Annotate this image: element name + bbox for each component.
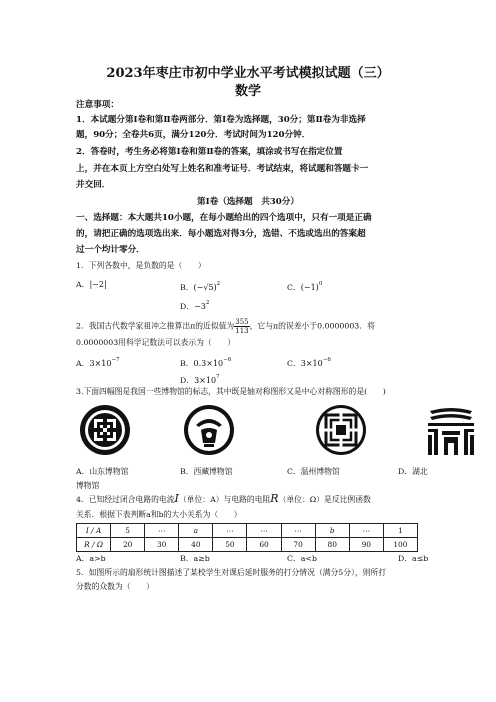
question-3-option-a: A．山东博物馆 xyxy=(76,467,129,476)
note-line: 1．本试题分第Ⅰ卷和第Ⅱ卷两部分．第Ⅰ卷为选择题，30分；第Ⅱ卷为非选择 xyxy=(76,115,366,125)
part-instructions: 过一个均计零分． xyxy=(76,245,145,255)
question-1-option-a: A．|−2| xyxy=(76,280,107,289)
table-cell: ⋯ xyxy=(247,524,281,538)
note-line: 并交回． xyxy=(76,180,111,190)
note-line: 上，并在本页上方空白处写上姓名和准考证号．考试结束，将试题和答题卡一 xyxy=(76,164,369,174)
question-4-option-c: C．a<b xyxy=(287,554,317,563)
note-line: 2．答卷时，考生务必将第Ⅰ卷和第Ⅱ卷的答案，填涂或书写在指定位置 xyxy=(76,147,343,157)
question-2-option-a: A．$3\times 10^{-7}$ xyxy=(76,357,120,368)
question-3-option-b: B．西藏博物馆 xyxy=(180,467,233,476)
tibet-museum-logo xyxy=(182,403,236,457)
part-instructions: 一、选择题：本大题共10小题，在每小题给出的四个选项中，只有一项是正确 xyxy=(76,213,372,223)
question-3-option-d: D．湖北 xyxy=(398,467,428,476)
note-line: 题，90分；全卷共6页，满分120分．考试时间为120分钟． xyxy=(76,130,311,140)
question-4-option-d: D．a≤b xyxy=(398,554,429,563)
current-resistance-table xyxy=(76,523,418,552)
question-5-stem-cont: 分数的众数为（ ） xyxy=(76,582,154,591)
question-1-option-b: B．$(-√5)^2$ xyxy=(180,281,221,292)
question-2-option-d: D．$3\times 10^7$ xyxy=(180,374,220,385)
table-row xyxy=(77,538,418,552)
table-cell: 90 xyxy=(349,538,383,552)
notes-heading: 注意事项： xyxy=(76,100,119,110)
question-2-stem: 2．我国古代数学家祖冲之推算出π的近似值为 $\frac{355}{113}$ ，它与π的误差小于0.0000003．将 xyxy=(76,318,375,335)
question-3-stem: 3.下面四幅图是我国一些博物馆的标志，其中既是轴对称图形又是中心对称图形的是( ) xyxy=(76,387,386,396)
table-cell: 30 xyxy=(145,538,179,552)
table-cell: R / Ω xyxy=(77,538,111,552)
pi-fraction: $\frac{355}{113}$ xyxy=(235,318,249,335)
question-3-option-c: C．温州博物馆 xyxy=(287,467,340,476)
exam-title: 2023年枣庄市初中学业水平考试模拟试题（三） xyxy=(106,66,390,81)
question-4-stem-cont: 关系．根据下表判断a和b的大小关系为（ ） xyxy=(76,510,242,519)
question-4-stem: 4．已知经过闭合电路的电流I（单位：A）与电路的电阻R（单位：Ω）是反比例函数 xyxy=(76,492,371,505)
shandong-museum-logo xyxy=(78,403,132,457)
table-cell: ⋯ xyxy=(145,524,179,538)
table-cell: 100 xyxy=(383,538,417,552)
table-cell: 5 xyxy=(111,524,145,538)
question-3-option-d-cont: 博物馆 xyxy=(76,481,100,490)
question-4-option-a: A．a>b xyxy=(76,554,106,563)
table-cell: b xyxy=(315,524,349,538)
question-1-stem: 1．下列各数中，是负数的是（ ） xyxy=(76,261,206,270)
question-5-stem: 5．如图所示的扇形统计图描述了某校学生对课后延时服务的打分情况（满分5分），则所打 xyxy=(76,568,387,577)
table-cell: ⋯ xyxy=(349,524,383,538)
table-cell: 20 xyxy=(111,538,145,552)
question-2-option-b: B．$0.3\times 10^{-6}$ xyxy=(180,357,232,368)
table-cell: 40 xyxy=(179,538,213,552)
question-2-stem-cont: 0.0000003用科学记数法可以表示为（ ） xyxy=(76,338,236,347)
table-row xyxy=(77,524,418,538)
question-1-option-c: C．$(-1)^0$ xyxy=(287,281,323,292)
part-instructions: 的，请把正确的选项选出来．每小题选对得3分，选错、不选或选出的答案超 xyxy=(76,229,366,239)
wenzhou-museum-logo xyxy=(314,403,368,457)
table-cell: 1 xyxy=(383,524,417,538)
section-title: 第Ⅰ卷（选择题 共30分） xyxy=(197,197,299,207)
hubei-museum-logo xyxy=(424,405,478,459)
table-cell: a xyxy=(179,524,213,538)
question-1-option-d: D．$-3^2$ xyxy=(180,300,210,311)
question-2-option-c: C．$3\times 10^{-6}$ xyxy=(287,357,331,368)
table-cell: ⋯ xyxy=(213,524,247,538)
table-cell: 60 xyxy=(247,538,281,552)
table-cell: 80 xyxy=(315,538,349,552)
question-4-option-b: B．a≥b xyxy=(180,554,210,563)
table-cell: 70 xyxy=(281,538,315,552)
subject-title: 数学 xyxy=(234,84,261,99)
table-cell: 50 xyxy=(213,538,247,552)
table-cell: ⋯ xyxy=(281,524,315,538)
table-cell: I / A xyxy=(77,524,111,538)
